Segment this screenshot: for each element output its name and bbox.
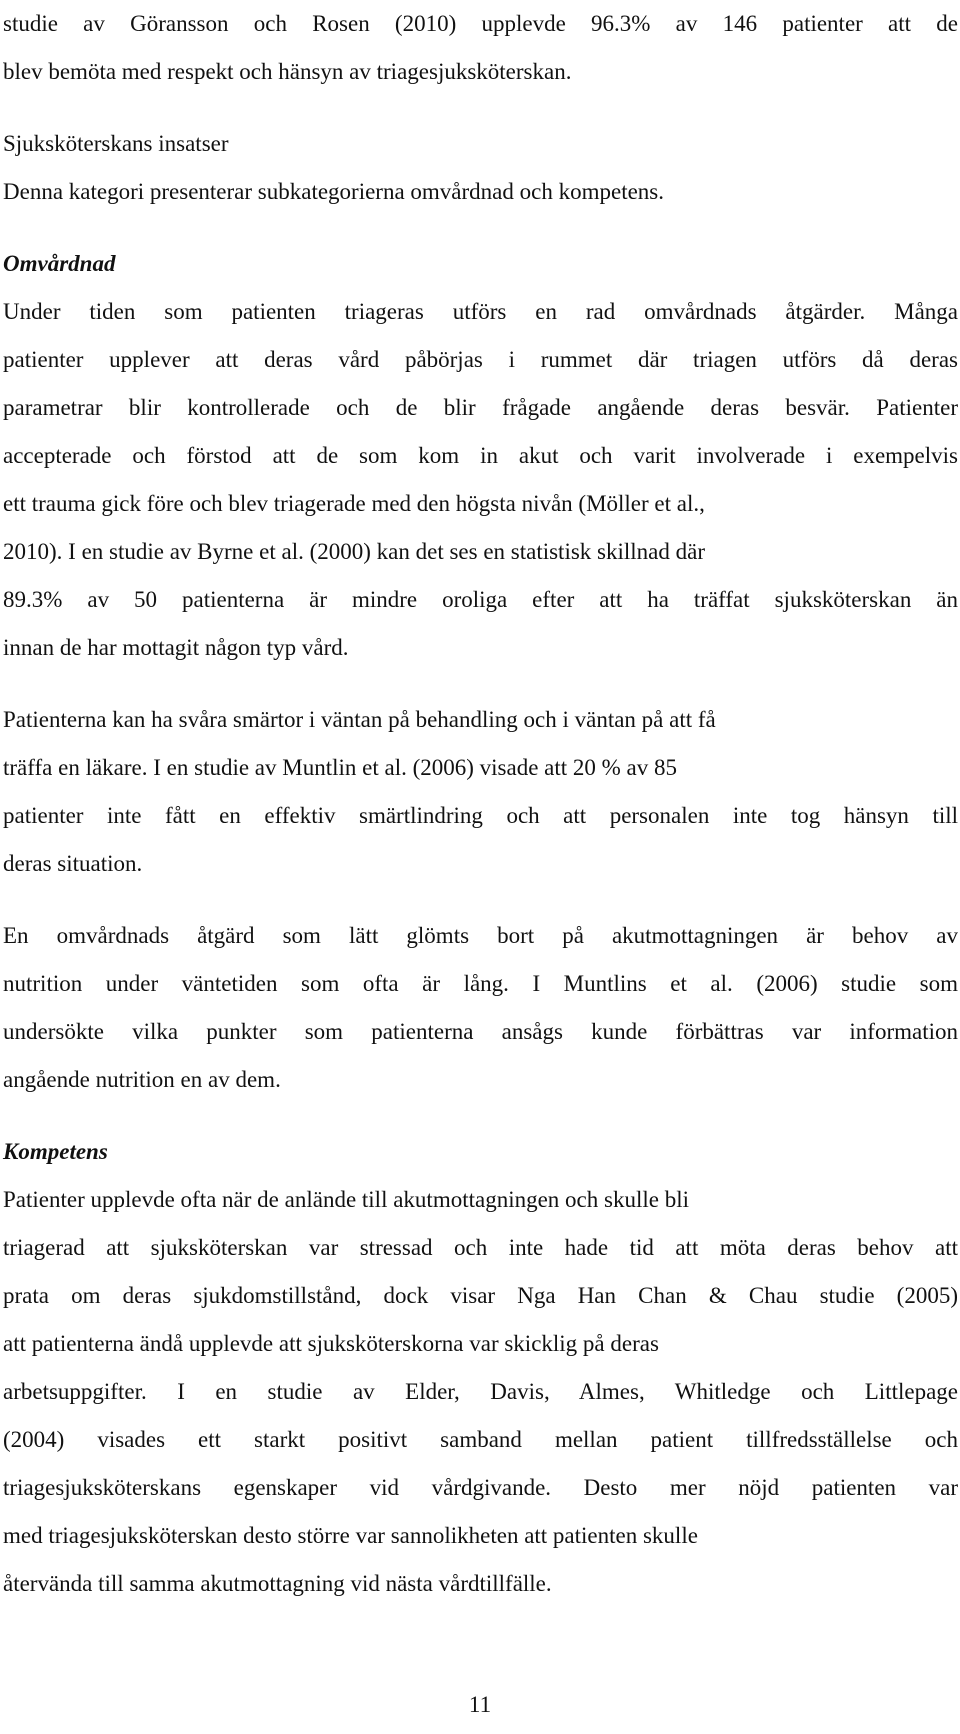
paragraph-line: innan de har mottagit någon typ vård. [3,635,349,660]
paragraph-line: accepterade och förstod att de som kom in akut och varit involverade i exempelvis [3,443,958,468]
paragraph-line: med triagesjuksköterskan desto större var sannolikheten att patienten skulle [3,1523,698,1548]
paragraph-line: arbetsuppgifter. I en studie av Elder, Davis, Almes, Whitledge och Littlepage [3,1379,958,1404]
paragraph-line: triagerad att sjuksköterskan var stressad och inte hade tid att möta deras behov att [3,1235,958,1260]
paragraph-line: angående nutrition en av dem. [3,1067,281,1092]
paragraph-line: 89.3% av 50 patienterna är mindre oroliga efter att ha träffat sjuksköterskan än [3,587,958,612]
paragraph-line: Under tiden som patienten triageras utförs en rad omvårdnads åtgärder. Många [3,299,958,324]
paragraph-line: nutrition under väntetiden som ofta är lång. I Muntlins et al. (2006) studie som [3,971,958,996]
omvardnad-paragraph-2 [3,696,958,888]
paragraph-line: prata om deras sjukdomstillstånd, dock visar Nga Han Chan & Chau studie (2005) [3,1283,958,1308]
paragraph-line: (2004) visades ett starkt positivt samband mellan patient tillfredsställelse och [3,1427,958,1452]
omvardnad-paragraph-1 [3,288,958,672]
paragraph-line: triagesjuksköterskans egenskaper vid vårdgivande. Desto mer nöjd patienten var [3,1475,958,1500]
section-description: Denna kategori presenterar subkategorierna omvårdnad och kompetens. [3,179,664,204]
intro-line-2: blev bemöta med respekt och hänsyn av triagesjuksköterskan. [3,59,572,84]
omvardnad-heading: Omvårdnad [3,251,116,276]
paragraph-line: ett trauma gick före och blev triagerade med den högsta nivån (Möller et al., [3,491,705,516]
paragraph-line: En omvårdnads åtgärd som lätt glömts bort på akutmottagningen är behov av [3,923,958,948]
paragraph-line: patienter inte fått en effektiv smärtlindring och att personalen inte tog hänsyn till [3,803,958,828]
kompetens-paragraph [3,1176,958,1608]
paragraph-line: att patienterna ändå upplevde att sjuksköterskorna var skicklig på deras [3,1331,659,1356]
document-page [3,0,958,1608]
intro-line-1: studie av Göransson och Rosen (2010) upplevde 96.3% av 146 patienter att de [3,11,958,36]
paragraph-line: träffa en läkare. I en studie av Muntlin et al. (2006) visade att 20 % av 85 [3,755,678,780]
paragraph-line: undersökte vilka punkter som patienterna ansågs kunde förbättras var information [3,1019,958,1044]
omvardnad-paragraph-3 [3,912,958,1104]
paragraph-line: Patienter upplevde ofta när de anlände till akutmottagningen och skulle bli [3,1187,689,1212]
paragraph-line: Patienterna kan ha svåra smärtor i väntan på behandling och i väntan på att få [3,707,716,732]
page-number: 11 [468,1692,492,1717]
kompetens-heading: Kompetens [3,1139,108,1164]
intro-paragraph [3,0,958,96]
paragraph-line: 2010). I en studie av Byrne et al. (2000) kan det ses en statistisk skillnad där [3,539,705,564]
section-title: Sjuksköterskans insatser [3,131,229,156]
paragraph-line: patienter upplever att deras vård påbörjas i rummet där triagen utförs då deras [3,347,958,372]
paragraph-line: parametrar blir kontrollerade och de blir frågade angående deras besvär. Patienter [3,395,958,420]
paragraph-line: deras situation. [3,851,143,876]
paragraph-line: återvända till samma akutmottagning vid nästa vårdtillfälle. [3,1571,552,1596]
